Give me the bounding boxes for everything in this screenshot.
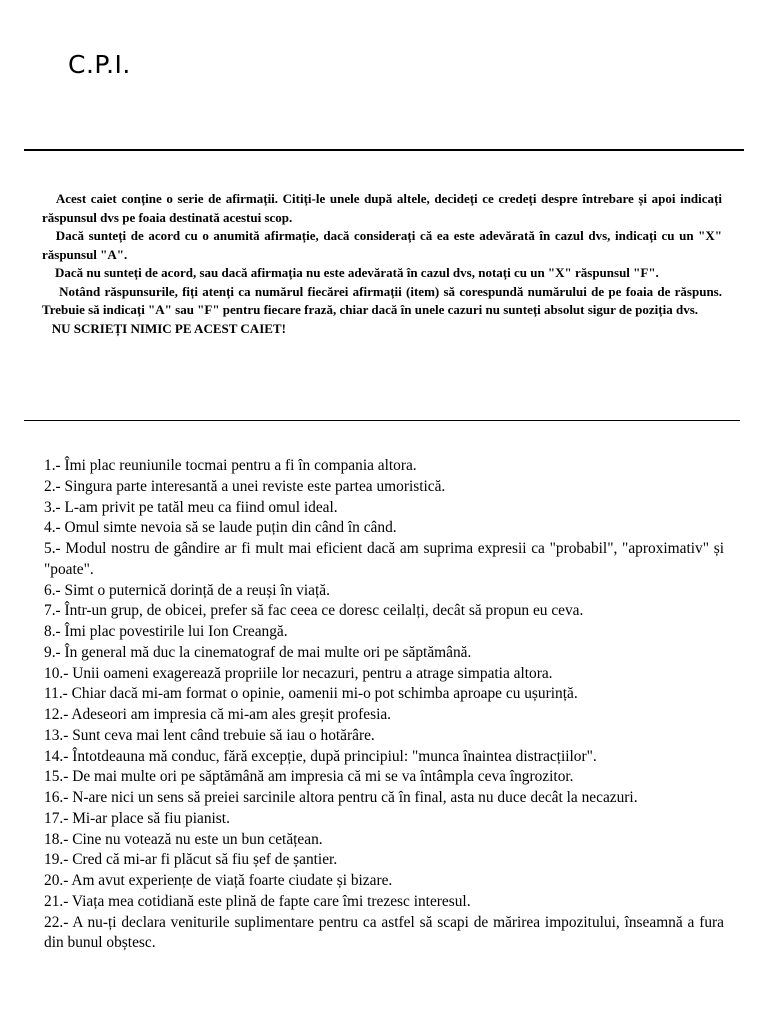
instruction-paragraph: Notând răspunsurile, fiți atenți ca numărul fiecărei afirmații (item) să corespundă numărului de pe foaia de răspuns. Trebuie să indicați "A" sau "F" pentru fiecare frază, chiar dacă în unele cazuri nu sunteți absolut sigur de poziția dvs. xyxy=(42,283,722,317)
question-item: 21.- Viața mea cotidiană este plină de fapte care îmi trezesc interesul. xyxy=(44,892,471,910)
question-item: 16.- N-are nici un sens să preiei sarcinile altora pentru că în final, asta nu duce decât la necazuri. xyxy=(44,789,638,806)
question-item: 10.- Unii oameni exagerează propriile lor necazuri, pentru a atrage simpatia altora. xyxy=(44,664,553,682)
page-title: C.P.I. xyxy=(68,50,131,79)
question-item: 19.- Cred că mi-ar fi plăcut să fiu șef de șantier. xyxy=(44,851,338,869)
question-item: 2.- Singura parte interesantă a unei reviste este partea umoristică. xyxy=(44,477,446,495)
question-item: 17.- Mi-ar place să fiu pianist. xyxy=(44,809,230,827)
question-item: 11.- Chiar dacă mi-am format o opinie, oamenii mi-o pot schimba aproape cu ușurință. xyxy=(44,685,578,703)
instruction-paragraph: Acest caiet conține o serie de afirmații. Citiți-le unele după altele, decideți ce credeți despre întrebare și apoi indicați răspunsul dvs pe foaia destinată acestui scop. xyxy=(42,191,722,225)
instructions-block xyxy=(42,190,722,338)
question-item: 4.- Omul simte nevoia să se laude puțin din când în când. xyxy=(44,519,397,537)
question-item: 3.- L-am privit pe tatăl meu ca fiind omul ideal. xyxy=(44,498,338,516)
instruction-warning: NU SCRIEȚI NIMIC PE ACEST CAIET! xyxy=(42,320,286,336)
question-item: 22.- A nu-ți declara veniturile suplimentare pentru ca astfel să scapi de mărirea impozitului, înseamnă a fura din bunul obștesc. xyxy=(44,913,724,952)
question-item: 18.- Cine nu votează nu este un bun cetățean. xyxy=(44,830,323,848)
question-item: 6.- Simt o puternică dorință de a reuși în viață. xyxy=(44,581,330,599)
question-item: 12.- Adeseori am impresia că mi-am ales greșit profesia. xyxy=(44,706,392,723)
top-divider xyxy=(24,149,744,151)
question-list xyxy=(44,456,724,954)
question-item: 20.- Am avut experiențe de viață foarte ciudate și bizare. xyxy=(44,872,393,889)
question-item: 5.- Modul nostru de gândire ar fi mult mai eficient dacă am suprima expresii ca "probabil", "aproximativ" și "poate". xyxy=(44,540,724,578)
instruction-paragraph: Dacă sunteți de acord cu o anumită afirmație, dacă considerați că ea este adevărată în cazul dvs, indicați cu un "X" răspunsul "A". xyxy=(42,228,722,262)
question-item: 8.- Îmi plac povestirile lui Ion Creangă. xyxy=(44,623,288,640)
question-item: 7.- Într-un grup, de obicei, prefer să fac ceea ce doresc ceilalți, decât să propun eu ceva. xyxy=(44,602,584,620)
question-item: 9.- În general mă duc la cinematograf de mai multe ori pe săptămână. xyxy=(44,643,472,661)
instruction-paragraph: Dacă nu sunteți de acord, sau dacă afirmația nu este adevărată în cazul dvs, notați cu un "X" răspunsul "F". xyxy=(42,265,659,280)
question-item: 14.- Întotdeauna mă conduc, fără excepție, după principiul: "munca înaintea distracțiilor". xyxy=(44,747,597,765)
question-item: 1.- Îmi plac reuniunile tocmai pentru a fi în compania altora. xyxy=(44,457,417,474)
question-item: 15.- De mai multe ori pe săptămână am impresia că mi se va întâmpla ceva îngrozitor. xyxy=(44,768,574,786)
section-divider xyxy=(24,420,740,421)
question-item: 13.- Sunt ceva mai lent când trebuie să iau o hotărâre. xyxy=(44,726,375,744)
